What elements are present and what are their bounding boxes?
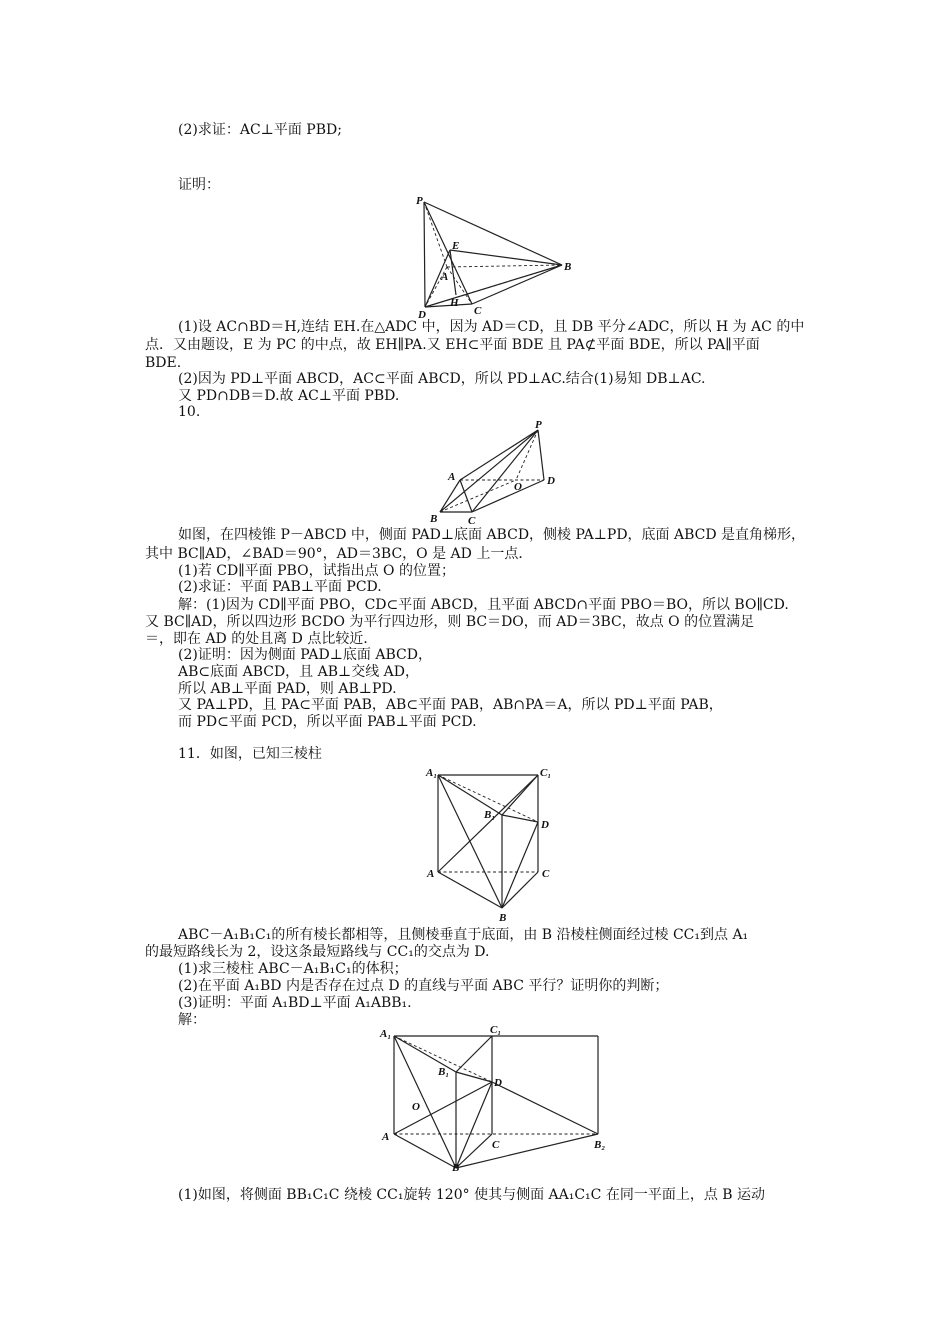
label-B1: B₁ bbox=[438, 1066, 450, 1078]
label-D: D bbox=[547, 475, 555, 487]
prism-figure-1 bbox=[422, 760, 562, 925]
label-B: B bbox=[452, 1162, 460, 1172]
label-D: D bbox=[541, 819, 549, 831]
label-B: B bbox=[499, 912, 507, 924]
pyramid-figure-1 bbox=[410, 192, 580, 322]
solution-line: (1)设 AC∩BD＝H,连结 EH.在△ADC 中，因为 AD＝CD，且 DB 平分∠ADC，所以 H 为 AC 的中 bbox=[178, 319, 805, 335]
solution-line: (2)证明：因为侧面 PAD⊥底面 ABCD， bbox=[178, 647, 432, 663]
problem-text: ABC－A₁B₁C₁的所有棱长都相等，且侧棱垂直于底面，由 B 沿棱柱侧面经过棱 CC₁到点 A₁ bbox=[178, 927, 749, 943]
label-D: D bbox=[494, 1077, 502, 1089]
label-C: C bbox=[492, 1139, 500, 1151]
problem-text: 的最短路线长为 2，设这条最短路线与 CC₁的交点为 D. bbox=[145, 944, 490, 960]
solution-line: 所以 AB⊥平面 PAD，则 AB⊥PD. bbox=[178, 681, 397, 697]
solution-line: 又 PA⊥PD，且 PA⊂平面 PAB，AB⊂平面 PAB，AB∩PA＝A，所以 PD⊥平面 PAB， bbox=[178, 697, 723, 713]
problem-head: 11．如图，已知三棱柱 bbox=[178, 746, 322, 762]
label-A: A bbox=[441, 271, 449, 283]
label-B1: B₁ bbox=[484, 809, 496, 821]
prism-unfolded-figure bbox=[372, 1024, 622, 1172]
problem-text: 其中 BC∥AD，∠BAD＝90°，AD＝3BC，O 是 AD 上一点． bbox=[145, 546, 533, 562]
proof-label: 证明： bbox=[178, 177, 220, 193]
label-C: C bbox=[474, 305, 482, 317]
problem-number: 10. bbox=[178, 404, 201, 420]
label-B: B bbox=[564, 261, 572, 273]
label-D: D bbox=[418, 309, 426, 321]
solution-line: 而 PD⊂平面 PCD，所以平面 PAB⊥平面 PCD. bbox=[178, 714, 477, 730]
label-C1: C₁ bbox=[490, 1024, 502, 1036]
problem-text: (1)求三棱柱 ABC－A₁B₁C₁的体积； bbox=[178, 961, 408, 977]
label-C: C bbox=[468, 515, 476, 527]
solution-line: 解：(1)因为 CD∥平面 PBO，CD⊂平面 ABCD，且平面 ABCD∩平面 PBO＝BO，所以 BO∥CD. bbox=[178, 597, 789, 613]
problem-text: 如图，在四棱锥 P－ABCD 中，侧面 PAD⊥底面 ABCD，侧棱 PA⊥PD，底面 ABCD 是直角梯形， bbox=[178, 527, 806, 543]
pyramid-figure-2 bbox=[422, 418, 562, 528]
label-C: C bbox=[542, 868, 550, 880]
solution-line: 又 PD∩DB＝D.故 AC⊥平面 PBD. bbox=[178, 388, 400, 404]
label-A: A bbox=[427, 868, 435, 880]
label-A: A bbox=[448, 471, 456, 483]
label-B2: B₂ bbox=[594, 1139, 606, 1151]
label-O: O bbox=[412, 1101, 420, 1113]
label-A: A bbox=[382, 1131, 390, 1143]
solution-line: (2)因为 PD⊥平面 ABCD，AC⊂平面 ABCD，所以 PD⊥AC.结合(1)易知 DB⊥AC. bbox=[178, 371, 706, 387]
solution-line: 又 BC∥AD，所以四边形 BCDO 为平行四边形，则 BC＝DO，而 AD＝3BC，故点 O 的位置满足 bbox=[145, 614, 755, 630]
label-P: P bbox=[535, 419, 542, 431]
problem-text: (1)若 CD∥平面 PBO，试指出点 O 的位置； bbox=[178, 563, 455, 579]
solution-line: BDE. bbox=[145, 355, 182, 371]
solution-label: 解： bbox=[178, 1012, 206, 1028]
label-H: H bbox=[450, 297, 459, 309]
question-2: (2)求证：AC⊥平面 PBD; bbox=[178, 122, 342, 138]
label-A1: A₁ bbox=[380, 1028, 392, 1040]
solution-line: (1)如图，将侧面 BB₁C₁C 绕棱 CC₁旋转 120° 使其与侧面 AA₁C₁C 在同一平面上，点 B 运动 bbox=[178, 1187, 766, 1203]
label-P: P bbox=[416, 195, 423, 207]
solution-line: AB⊂底面 ABCD，且 AB⊥交线 AD， bbox=[178, 664, 419, 680]
label-B: B bbox=[430, 513, 438, 525]
problem-text: (2)求证：平面 PAB⊥平面 PCD. bbox=[178, 579, 382, 595]
label-C1: C₁ bbox=[540, 767, 552, 779]
label-A1: A₁ bbox=[426, 767, 438, 779]
label-O: O bbox=[514, 481, 522, 493]
problem-text: (3)证明：平面 A₁BD⊥平面 A₁ABB₁. bbox=[178, 995, 412, 1011]
problem-text: (2)在平面 A₁BD 内是否存在过点 D 的直线与平面 ABC 平行？证明你的判断； bbox=[178, 978, 669, 994]
label-E: E bbox=[452, 240, 460, 252]
solution-line: 点．又由题设，E 为 PC 的中点，故 EH∥PA.又 EH⊂平面 BDE 且 PA⊄平面 BDE，所以 PA∥平面 bbox=[145, 337, 760, 353]
solution-line: ＝，即在 AD 的处且离 D 点比较近． bbox=[145, 631, 378, 647]
